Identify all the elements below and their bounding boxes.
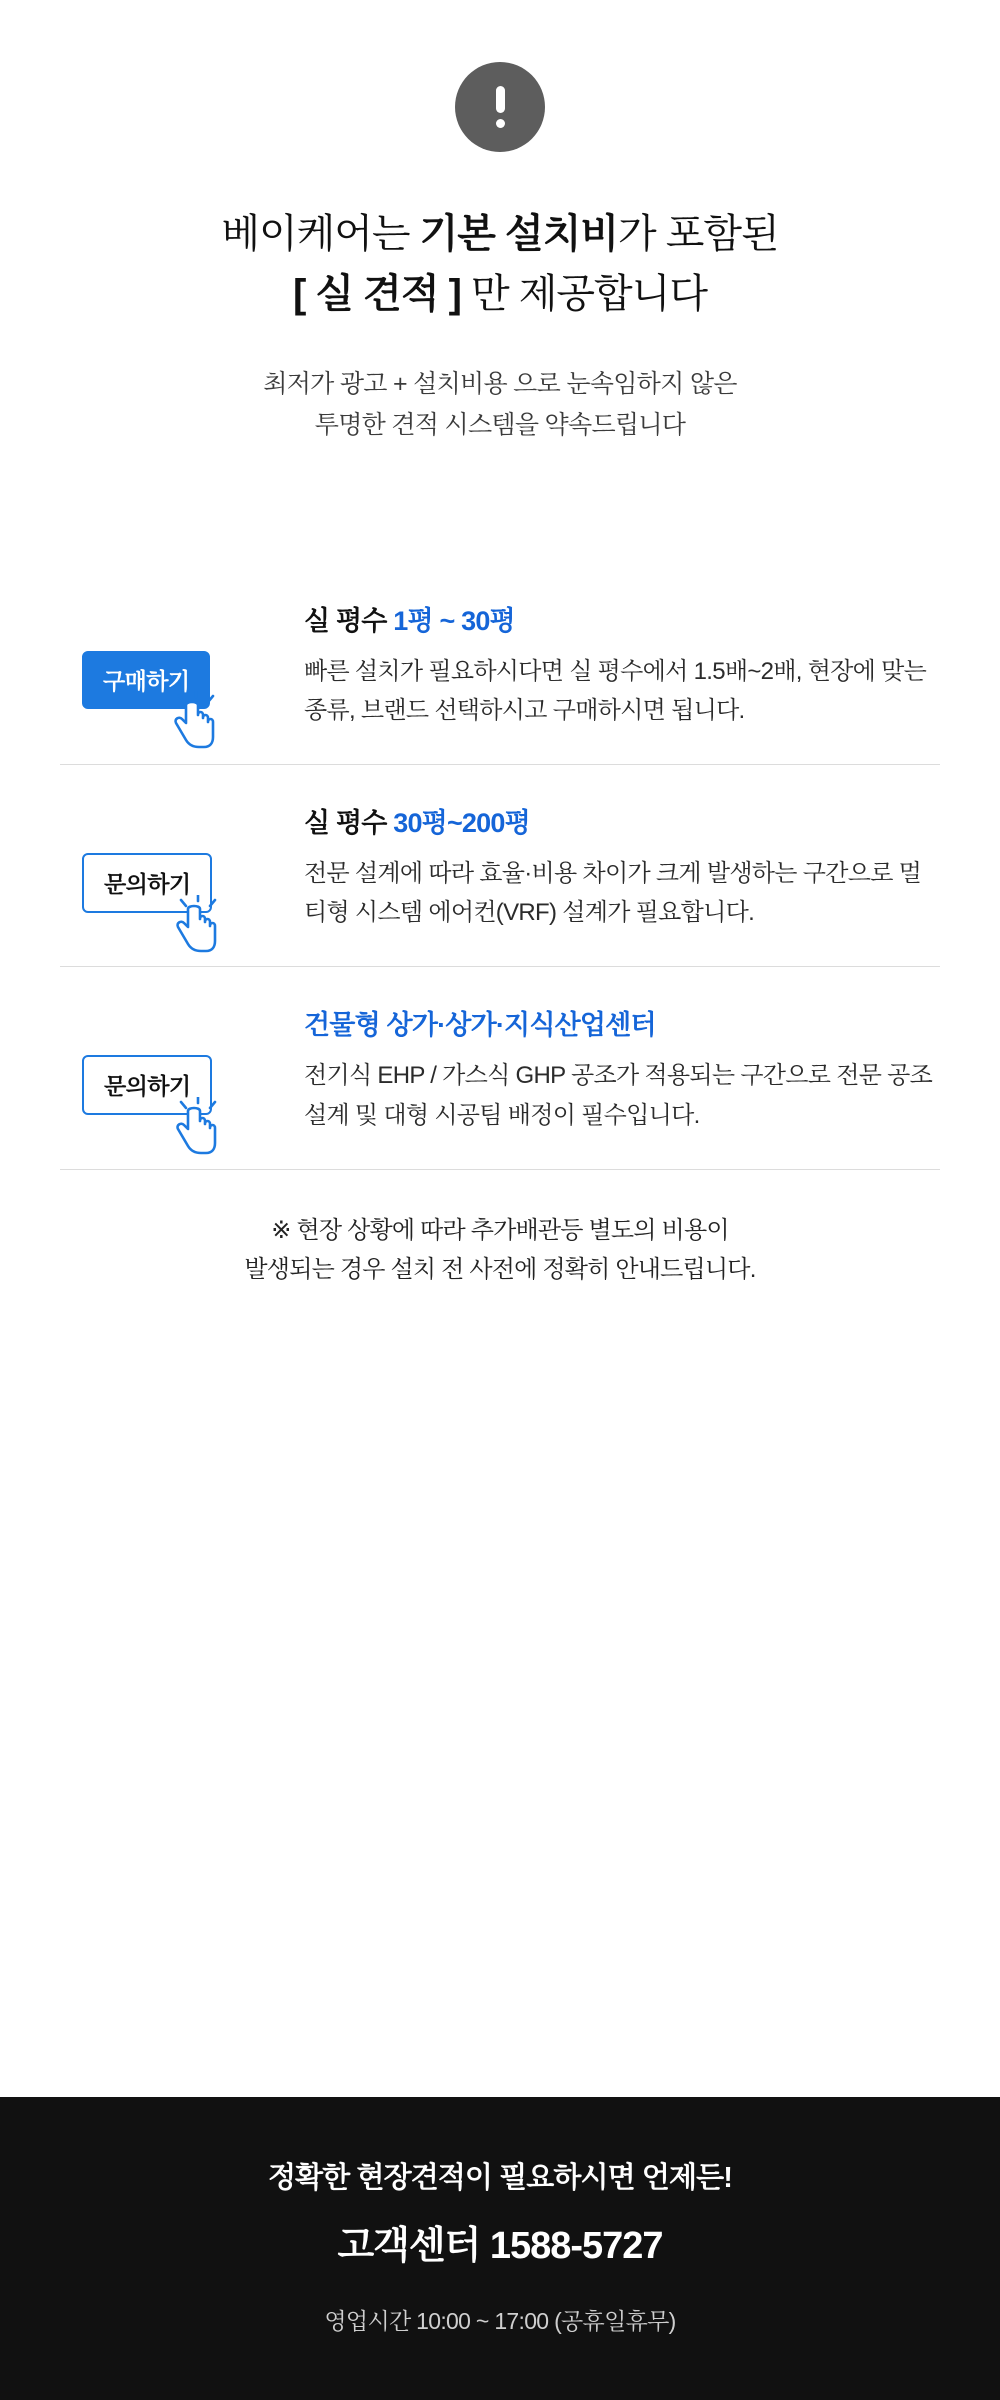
disclaimer-note [60,1212,940,1290]
plan-title [304,599,936,638]
exclamation-dot [496,119,505,128]
divider [60,1169,940,1170]
button-holder [82,651,210,709]
exclamation-glyph [496,86,505,128]
plan-list [60,563,940,1169]
headline-l1-post: 가 포함된 [617,212,779,256]
plan-title [304,801,936,840]
subheading [0,364,1000,445]
headline-l2-strong: [ 실 견적 ] [293,272,461,316]
footer-phone[interactable]: 고객센터 1588-5727 [337,2225,663,2267]
plan-action-column [60,801,298,913]
plan-description: 빠른 설치가 필요하시다면 실 평수에서 1.5배~2배, 현장에 맞는 종류, 브랜드 선택하시고 구매하시면 됩니다. [304,658,927,725]
inquiry-button[interactable]: 문의하기 [82,1055,212,1115]
inquiry-button[interactable]: 문의하기 [82,853,212,913]
headline-line-2 [0,264,1000,324]
list-item [60,764,940,966]
list-item [60,563,940,764]
plan-title-highlight: 30평~200평 [393,808,530,839]
plan-description: 전문 설계에 따라 효율·비용 차이가 크게 발생하는 구간으로 멀티형 시스템 에어컨(VRF) 설계가 필요합니다. [304,860,922,927]
disclaimer-line-2: 발생되는 경우 설치 전 사전에 정확히 안내드립니다. [244,1255,756,1283]
plan-text [298,599,940,730]
badge-container [0,62,1000,152]
subheading-line-2: 투명한 견적 시스템을 약속드립니다 [314,410,686,439]
plan-title-plain: 실 평수 [304,606,394,636]
footer [0,2097,1000,2400]
list-item [60,966,940,1168]
exclamation-bar [496,86,505,113]
plan-text [298,1003,940,1134]
exclamation-mark-icon [455,62,545,152]
plan-action-column [60,1003,298,1115]
page-title [0,204,1000,324]
plan-title: 건물형 상가·상가·지식산업센터 [304,1010,656,1041]
plan-title-highlight: 1평 ~ 30평 [393,606,515,636]
headline-l1-strong: 기본 설치비 [419,212,618,256]
subheading-line-1: 최저가 광고 + 설치비용 으로 눈속임하지 않은 [263,370,737,398]
button-holder [82,1055,212,1115]
plan-title-plain: 실 평수 [304,808,394,839]
disclaimer-line-1: ※ 현장 상황에 따라 추가배관등 별도의 비용이 [271,1216,729,1244]
headline-line-1 [221,212,778,256]
footer-cta-text: 정확한 현장견적이 필요하시면 언제든! [267,2162,733,2194]
spacer [0,1289,1000,2097]
button-holder [82,853,212,913]
headline-l2-post: 만 제공합니다 [460,272,707,316]
plan-text [298,801,940,932]
headline-l1-pre: 베이케어는 [221,212,420,256]
plan-action-column [60,599,298,709]
plan-description: 전기식 EHP / 가스식 GHP 공조가 적용되는 구간으로 전문 공조 설계 및 대형 시공팀 배정이 필수입니다. [304,1062,933,1129]
footer-hours: 영업시간 10:00 ~ 17:00 (공휴일휴무) [324,2308,676,2334]
purchase-button[interactable]: 구매하기 [82,651,210,709]
